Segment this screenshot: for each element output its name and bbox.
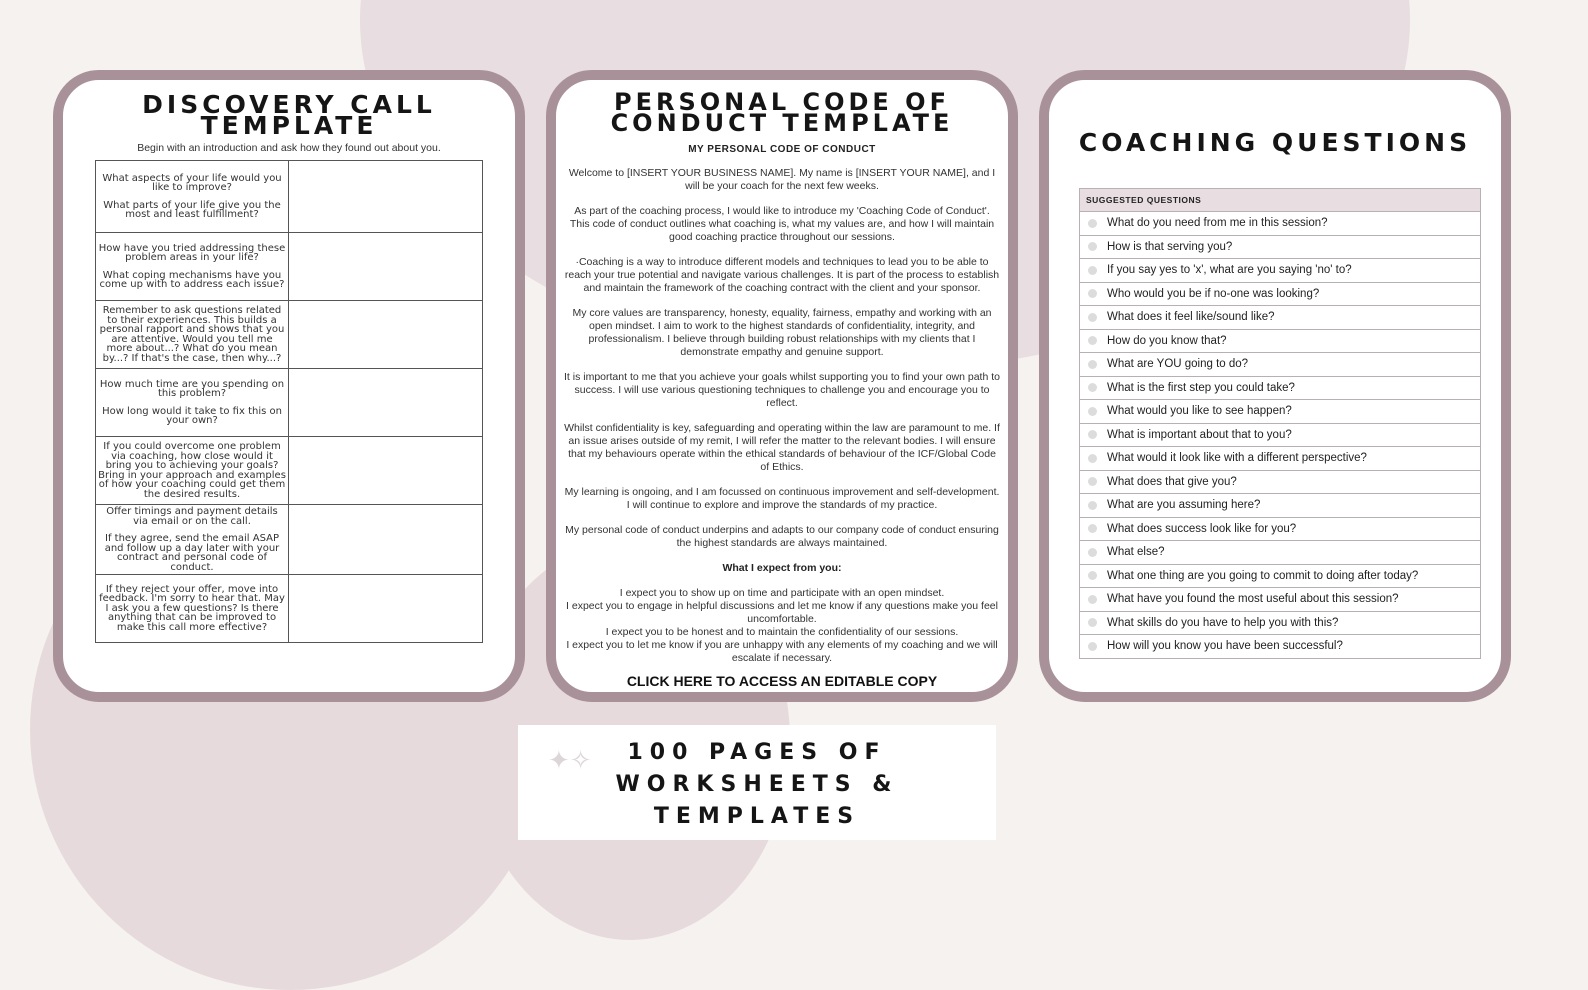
bullet-icon [1088, 313, 1097, 322]
bullet-icon [1088, 407, 1097, 416]
answer-cell[interactable] [289, 301, 483, 369]
question-row [1080, 353, 1480, 377]
bullet-icon [1088, 242, 1097, 251]
conduct-body [556, 167, 1008, 665]
question-text: Who would you be if no-one was looking? [1107, 287, 1320, 300]
table-row [96, 301, 483, 369]
discovery-title-line1: DISCOVERY CALL [142, 90, 436, 119]
question-text: What aspects of your life would you like to improve? [102, 172, 282, 193]
discovery-title-line2: TEMPLATE [200, 111, 378, 140]
question-text: How long would it take to fix this on your own? [102, 405, 282, 426]
expectation-item: I expect you to be honest and to maintain the confidentiality of our sessions. [605, 626, 959, 638]
question-row [1080, 612, 1480, 636]
question-row [1080, 377, 1480, 401]
bullet-icon [1088, 618, 1097, 627]
question-cell [96, 233, 289, 301]
table-row [96, 161, 483, 233]
question-cell [96, 505, 289, 575]
expect-heading: What I expect from you: [722, 562, 842, 574]
question-text: What do you need from me in this session? [1107, 217, 1328, 230]
question-cell [96, 161, 289, 233]
question-text: What one thing are you going to commit to doing after today? [1107, 569, 1419, 582]
discovery-call-card [53, 70, 525, 702]
question-row [1080, 212, 1480, 236]
bullet-icon [1088, 501, 1097, 510]
expectations-list [564, 587, 1000, 665]
bullet-icon [1088, 571, 1097, 580]
bullet-icon [1088, 595, 1097, 604]
banner-line1: 100 PAGES OF [627, 740, 887, 765]
editable-copy-link[interactable]: CLICK HERE TO ACCESS AN EDITABLE COPY [626, 673, 938, 689]
question-row [1080, 494, 1480, 518]
question-text: How do you know that? [1107, 334, 1227, 347]
discovery-subtitle: Begin with an introduction and ask how they found out about you. [137, 142, 441, 154]
answer-cell[interactable] [289, 161, 483, 233]
question-text: Offer timings and payment details via email or on the call. [106, 506, 278, 527]
bullet-icon [1088, 336, 1097, 345]
promo-banner [518, 725, 996, 840]
banner-line3: TEMPLATES [653, 804, 861, 829]
question-row [1080, 447, 1480, 471]
question-text: What are YOU going to do? [1107, 358, 1249, 371]
question-row [1080, 541, 1480, 565]
answer-cell[interactable] [289, 437, 483, 505]
question-text: How have you tried addressing these problem areas in your life? [98, 242, 286, 263]
bullet-icon [1088, 548, 1097, 557]
banner-line2: WORKSHEETS & [615, 772, 899, 797]
banner-text [518, 737, 996, 833]
conduct-paragraph: It is important to me that you achieve your goals whilst supporting you to find your own path to success. I will use various questioning techniques to challenge you and encourage you to reflect. [564, 371, 1000, 409]
coaching-questions-card [1039, 70, 1511, 702]
question-text: What have you found the most useful about this session? [1107, 593, 1399, 606]
answer-cell[interactable] [289, 369, 483, 437]
conduct-paragraph: My personal code of conduct underpins and adapts to our company code of conduct ensuring the highest standards are always maintained. [565, 524, 999, 549]
question-text: If you say yes to 'x', what are you saying 'no' to? [1107, 264, 1352, 277]
question-text: How is that serving you? [1107, 240, 1233, 253]
bullet-icon [1088, 360, 1097, 369]
discovery-title [63, 90, 515, 140]
coaching-title: COACHING QUESTIONS [1078, 128, 1472, 157]
question-cell [96, 437, 289, 505]
question-text: If they agree, send the email ASAP and follow up a day later with your contract and personal code of conduct. [104, 533, 280, 573]
question-text: What parts of your life give you the most and least fulfillment? [103, 199, 281, 220]
table-row [96, 369, 483, 437]
table-row [96, 233, 483, 301]
question-text: If they reject your offer, move into feedback. I'm sorry to hear that. May I ask you a few questions? Is there anything that can be improved to make this call more effective? [99, 583, 285, 633]
conduct-paragraph: ·Coaching is a way to introduce different models and techniques to lead you to be able to reach your true potential and navigate various challenges. It is part of the process to establish and maintain the framework of the coaching contract with the client and your sponsor. [564, 256, 1000, 294]
question-text: What skills do you have to help you with this? [1107, 616, 1339, 629]
bullet-icon [1088, 477, 1097, 486]
question-text: What would it look like with a different perspective? [1107, 452, 1367, 465]
question-row [1080, 330, 1480, 354]
question-row [1080, 283, 1480, 307]
question-row [1080, 424, 1480, 448]
question-row [1080, 236, 1480, 260]
expectation-item: I expect you to engage in helpful discussions and let me know if any questions make you feel uncomfortable. [566, 600, 998, 625]
code-of-conduct-card [546, 70, 1018, 702]
expectation-item: I expect you to let me know if you are unhappy with any elements of my coaching and we will escalate if necessary. [566, 639, 998, 664]
conduct-title-line2: CONDUCT TEMPLATE [610, 109, 954, 137]
question-row [1080, 565, 1480, 589]
bullet-icon [1088, 430, 1097, 439]
table-row [96, 505, 483, 575]
question-text: What does success look like for you? [1107, 522, 1297, 535]
question-text: Remember to ask questions related to their experiences. This builds a personal rapport and shows that you are attentive. Would you tell me more about...? What do you mean by...? If that's the case, then why...? [99, 305, 285, 364]
question-text: What would you like to see happen? [1107, 405, 1292, 418]
conduct-title-line1: PERSONAL CODE OF [614, 88, 950, 116]
conduct-heading: MY PERSONAL CODE OF CONDUCT [688, 144, 876, 155]
question-row [1080, 635, 1480, 658]
table-row [96, 437, 483, 505]
bullet-icon [1088, 219, 1097, 228]
sparkle-icon: ✦✧ [548, 745, 592, 775]
question-cell [96, 575, 289, 643]
question-text: What does it feel like/sound like? [1107, 311, 1275, 324]
question-row [1080, 259, 1480, 283]
question-text: If you could overcome one problem via coaching, how close would it bring you to achieving your goals? Bring in your approach and examples of how your coaching could get them the desired results. [98, 441, 286, 500]
conduct-paragraph: My core values are transparency, honesty, equality, fairness, empathy and working with an open mindset. I aim to work to the highest standards of confidentiality, integrity, and professionalism. I believe through building robust relationships with my clients that I demonstrate empathy and genuine support. [572, 307, 992, 358]
bullet-icon [1088, 642, 1097, 651]
table-row [96, 575, 483, 643]
question-text: What else? [1107, 546, 1165, 559]
conduct-paragraph: Welcome to [INSERT YOUR BUSINESS NAME]. My name is [INSERT YOUR NAME], and I will be your coach for the next few weeks. [568, 167, 996, 192]
question-text: What is important about that to you? [1107, 428, 1292, 441]
question-text: How much time are you spending on this problem? [99, 378, 285, 399]
question-text: What is the first step you could take? [1107, 381, 1295, 394]
question-row [1080, 306, 1480, 330]
question-text: How will you know you have been successful? [1107, 640, 1343, 653]
bullet-icon [1088, 454, 1097, 463]
question-text: What coping mechanisms have you come up with to address each issue? [99, 269, 285, 290]
discovery-table [95, 160, 483, 643]
answer-cell[interactable] [289, 233, 483, 301]
bullet-icon [1088, 383, 1097, 392]
questions-table [1079, 188, 1481, 659]
bullet-icon [1088, 266, 1097, 275]
conduct-paragraph: Whilst confidentiality is key, safeguarding and operating within the law are paramount to me. If an issue arises outside of my remit, I will refer the matter to the relevant bodies. I will ensure that my behaviours operate within the ethical standards of behaviour of the ICF/Global Code of Ethics. [564, 422, 1000, 473]
conduct-paragraph: My learning is ongoing, and I am focussed on continuous improvement and self-development. I will continue to explore and improve the standards of my practice. [564, 486, 1000, 511]
answer-cell[interactable] [289, 575, 483, 643]
question-text: What are you assuming here? [1107, 499, 1261, 512]
answer-cell[interactable] [289, 505, 483, 575]
question-cell [96, 301, 289, 369]
expectation-item: I expect you to show up on time and participate with an open mindset. [619, 587, 945, 599]
question-text: What does that give you? [1107, 475, 1237, 488]
question-row [1080, 471, 1480, 495]
bullet-icon [1088, 289, 1097, 298]
conduct-paragraph: As part of the coaching process, I would like to introduce my 'Coaching Code of Conduct'. This code of conduct outlines what coaching is, what my values are, and how I will maintain good coaching practice throughout our sessions. [569, 205, 995, 243]
question-row [1080, 518, 1480, 542]
question-row [1080, 588, 1480, 612]
conduct-title [556, 88, 1008, 137]
bullet-icon [1088, 524, 1097, 533]
question-cell [96, 369, 289, 437]
question-row [1080, 400, 1480, 424]
questions-header: SUGGESTED QUESTIONS [1080, 189, 1480, 212]
